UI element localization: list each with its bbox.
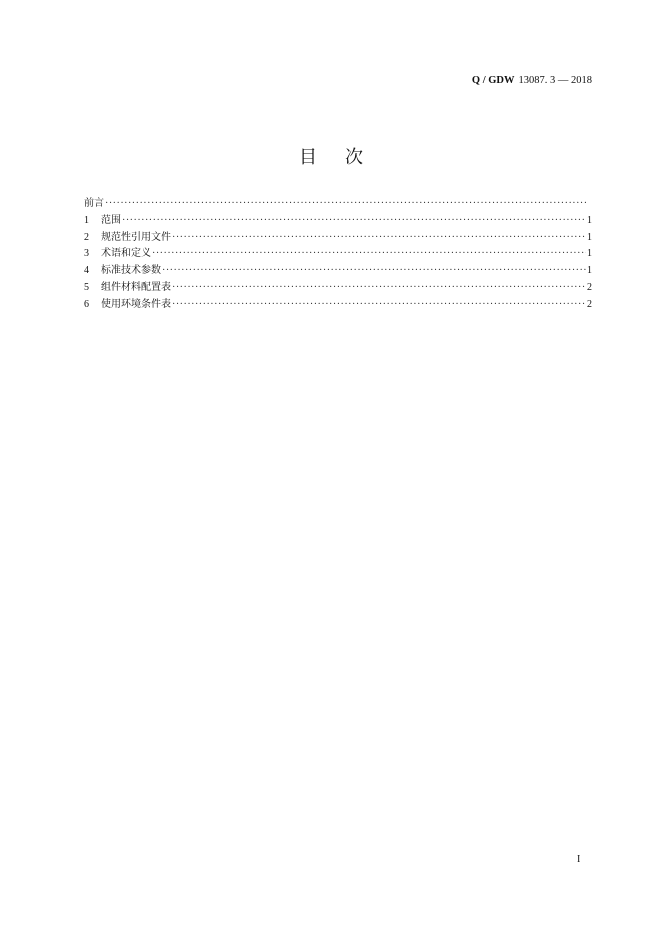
toc-entry-page: 2 — [587, 298, 592, 310]
page-number: I — [577, 854, 581, 865]
toc-entry-page: 1 — [587, 231, 592, 243]
standard-prefix: Q / GDW — [471, 75, 515, 86]
toc-entry-label: 术语和定义 — [101, 248, 151, 260]
toc-entry-number: 1 — [84, 214, 89, 226]
toc-dot-leader — [122, 213, 586, 230]
toc-entry-label: 标准技术参数 — [101, 265, 161, 277]
toc-entry-label: 组件材料配置表 — [101, 281, 171, 293]
toc-entry-number: 6 — [84, 298, 89, 310]
toc-entry-4[interactable] — [84, 263, 592, 280]
toc-dot-leader — [172, 230, 586, 247]
toc-entry-label: 范围 — [101, 214, 121, 226]
toc-entry-foreword[interactable] — [84, 196, 592, 213]
toc-entry-label: 前言 — [84, 198, 104, 209]
standard-code — [472, 75, 592, 86]
toc-entry-1[interactable] — [84, 213, 592, 230]
toc-entry-page: 2 — [587, 281, 592, 293]
toc-entry-3[interactable] — [84, 246, 592, 263]
toc-dot-leader — [172, 280, 586, 297]
toc-entry-page: 1 — [587, 248, 592, 260]
page-title: 目次 — [299, 147, 391, 168]
toc-dot-leader — [172, 297, 586, 314]
toc-entry-number: 4 — [84, 265, 89, 277]
table-of-contents — [84, 196, 592, 314]
standard-number: 13087. 3 — 2018 — [518, 75, 592, 86]
toc-entry-label: 使用环境条件表 — [101, 298, 171, 310]
toc-entry-number: 3 — [84, 248, 89, 260]
toc-entry-number: 5 — [84, 281, 89, 293]
toc-dot-leader — [152, 246, 586, 263]
toc-dot-leader — [105, 196, 587, 213]
toc-entry-page: 1 — [587, 214, 592, 226]
toc-entry-5[interactable] — [84, 280, 592, 297]
toc-entry-page: 1 — [587, 265, 592, 277]
toc-dot-leader — [162, 263, 586, 280]
toc-entry-6[interactable] — [84, 297, 592, 314]
toc-entry-2[interactable] — [84, 230, 592, 247]
toc-entry-label: 规范性引用文件 — [101, 231, 171, 243]
toc-entry-number: 2 — [84, 231, 89, 243]
